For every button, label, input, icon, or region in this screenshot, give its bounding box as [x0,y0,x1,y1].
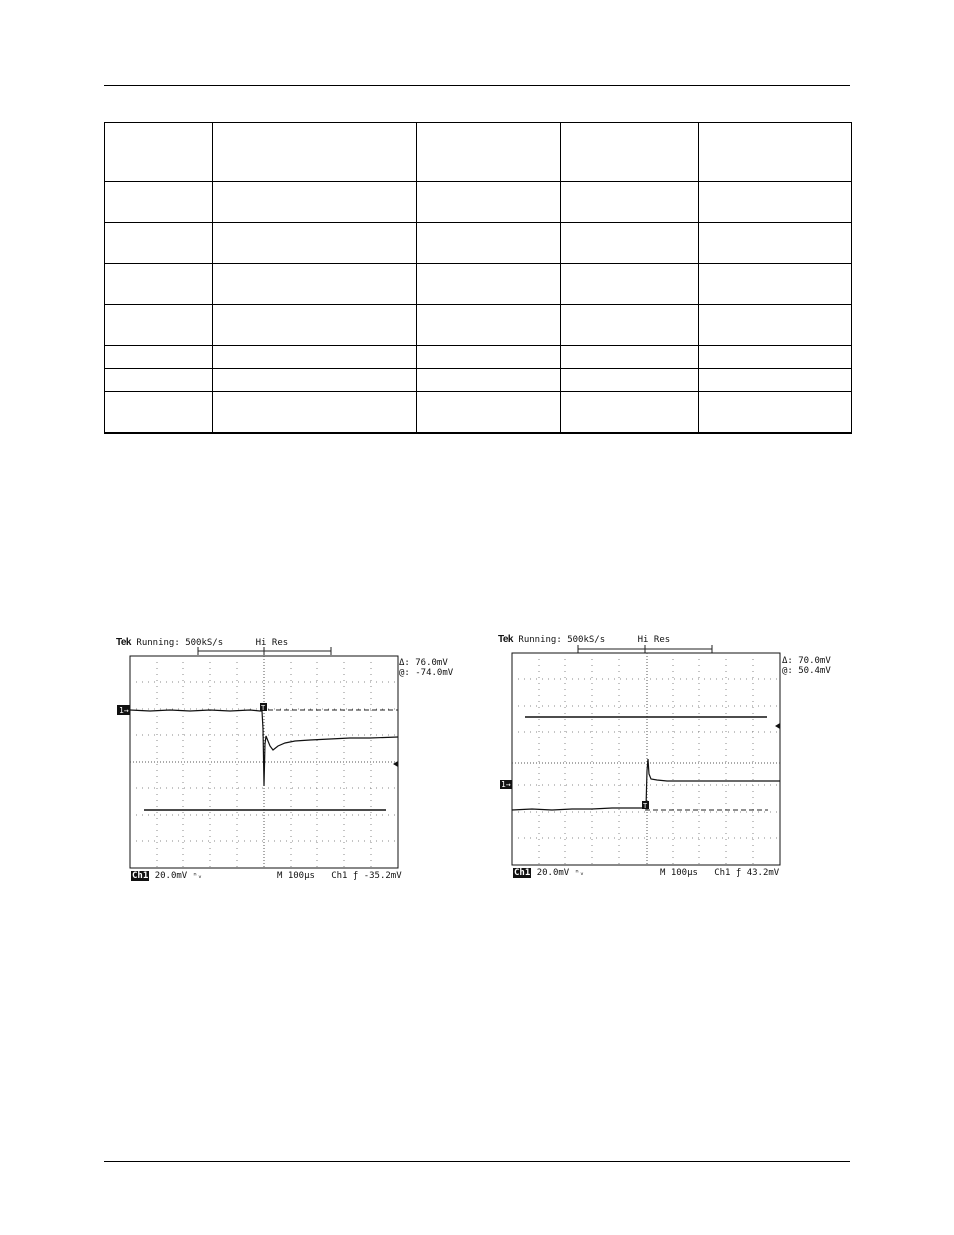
trigger-bracket [198,647,331,655]
acq-mode: Hi Res [637,635,671,645]
bandwidth-icon: ⁿᵥ [192,871,203,880]
table-row [105,392,852,433]
channel-marker-label: 1→ [119,706,129,715]
brand-label: Tek [498,634,513,645]
trigger-marker-label: T [643,802,648,810]
trigger-bracket [578,645,712,653]
brand-label: Tek [116,637,131,648]
graticule [512,653,780,865]
table-row [105,123,852,182]
trigger-level-arrow [775,723,780,729]
delta-readout: Δ: 76.0mV [399,658,448,668]
channel-badge: Ch1 [514,868,531,878]
delta-readout: Δ: 70.0mV [782,656,831,666]
run-status: Running: 500kS/s [518,635,606,645]
table-row [105,264,852,305]
scope-footer [513,868,584,878]
channel-badge: Ch1 [132,871,149,881]
acq-mode: Hi Res [255,638,289,648]
oscilloscope-capture-2 [492,631,831,881]
cursor-readout [782,656,831,676]
table-row [105,305,852,346]
table-row [105,223,852,264]
oscilloscope-capture-1 [110,634,454,884]
scope-screen [110,634,400,884]
trigger-setting: Ch1 ƒ -35.2mV [331,871,402,881]
at-readout: @: 50.4mV [782,666,831,676]
graticule-frame [512,653,780,865]
vertical-scale: 20.0mV [536,868,570,878]
run-status: Running: 500kS/s [136,638,224,648]
graticule-axes [512,653,780,865]
waveform-trace [130,710,398,786]
timebase: M 100µs [277,871,315,881]
footer-rule [104,1161,850,1162]
trigger-marker-label: T [261,704,266,712]
at-readout: @: -74.0mV [399,668,454,678]
cursor-readout [399,658,453,678]
bandwidth-icon: ⁿᵥ [574,868,585,877]
scope-footer [131,871,202,881]
table-row [105,182,852,223]
table-row [105,346,852,369]
table-row [105,369,852,392]
scope-screen [492,631,784,881]
spec-table [104,122,852,434]
vertical-scale: 20.0mV [154,871,188,881]
timebase: M 100µs [660,868,698,878]
scope-footer-right [660,868,779,878]
channel-marker-label: 1→ [501,780,511,789]
scope-footer-right [277,871,402,881]
header-rule [104,85,850,86]
trigger-level-arrow [393,761,398,767]
trigger-setting: Ch1 ƒ 43.2mV [714,868,780,878]
